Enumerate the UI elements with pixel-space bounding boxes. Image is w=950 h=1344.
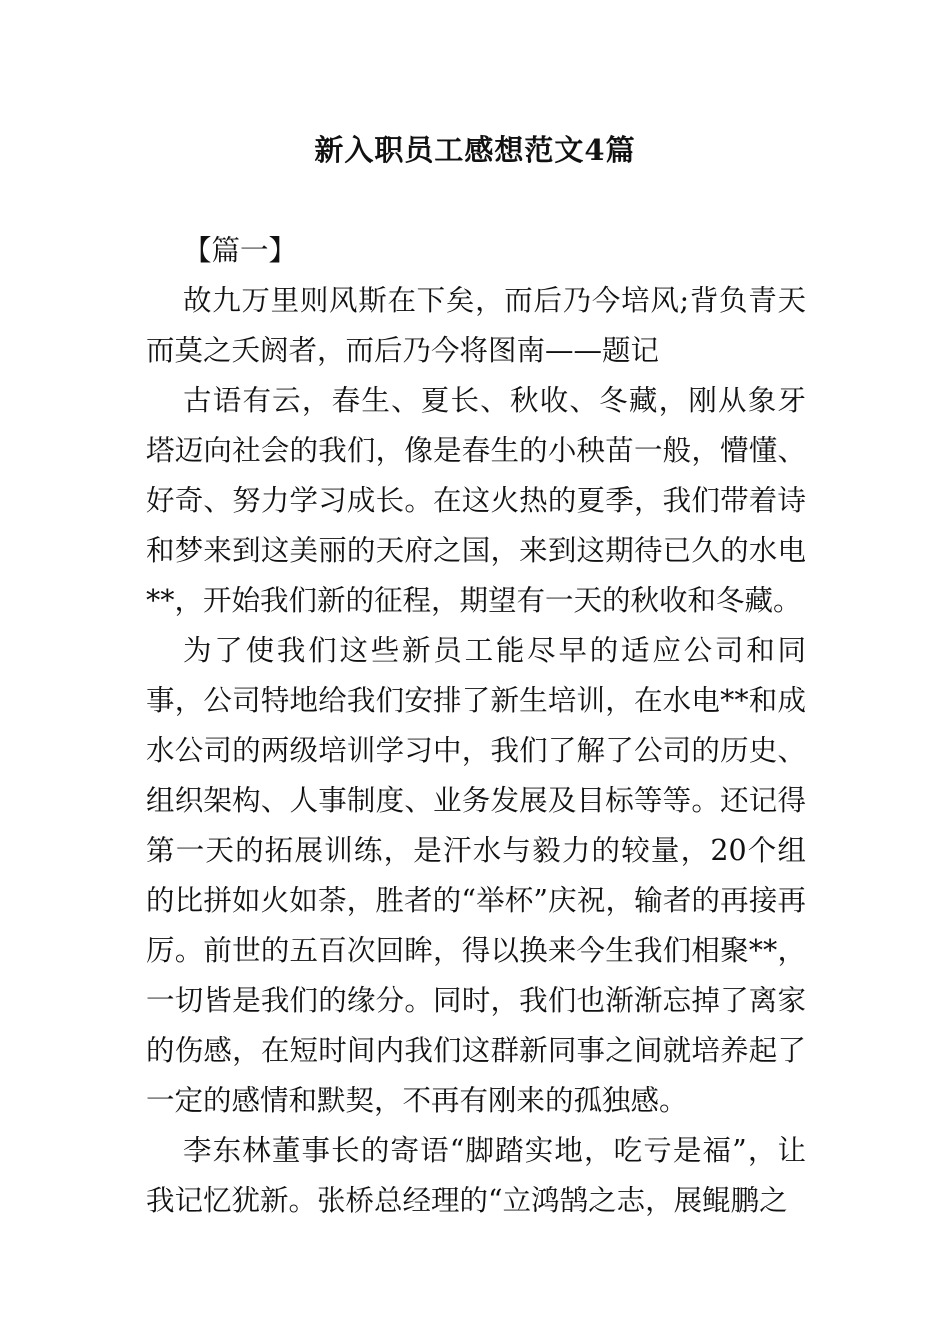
document-title: 新入职员工感想范文4篇 (314, 133, 636, 167)
document-body (146, 226, 806, 1226)
paragraph: 李东林董事长的寄语“脚踏实地，吃亏是福”，让我记忆犹新。张桥总经理的“立鸿鹄之志，展鲲鹏之 (146, 1134, 806, 1217)
paragraph: 为了使我们这些新员工能尽早的适应公司和同事，公司特地给我们安排了新生培训，在水电**和成水公司的两级培训学习中，我们了解了公司的历史、组织架构、人事制度、业务发展及目标等等。还记得第一天的拓展训练，是汗水与毅力的较量，20个组的比拼如火如荼，胜者的“举杯”庆祝，输者的再接再厉。前世的五百次回眸，得以换来今生我们相聚**，一切皆是我们的缘分。同时，我们也渐渐忘掉了离家的伤感，在短时间内我们这群新同事之间就培养起了一定的感情和默契，不再有刚来的孤独感。 (146, 634, 806, 1117)
paragraph-epigraph: 故九万里则风斯在下矣，而后乃今培风;背负青天而莫之夭阏者，而后乃今将图南——题记 (146, 284, 806, 367)
section-label: 【篇一】 (183, 234, 298, 267)
paragraph: 古语有云，春生、夏长、秋收、冬藏，刚从象牙塔迈向社会的我们，像是春生的小秧苗一般，懵懂、好奇、努力学习成长。在这火热的夏季，我们带着诗和梦来到这美丽的天府之国，来到这期待已久的水电**，开始我们新的征程，期望有一天的秋收和冬藏。 (146, 384, 806, 617)
